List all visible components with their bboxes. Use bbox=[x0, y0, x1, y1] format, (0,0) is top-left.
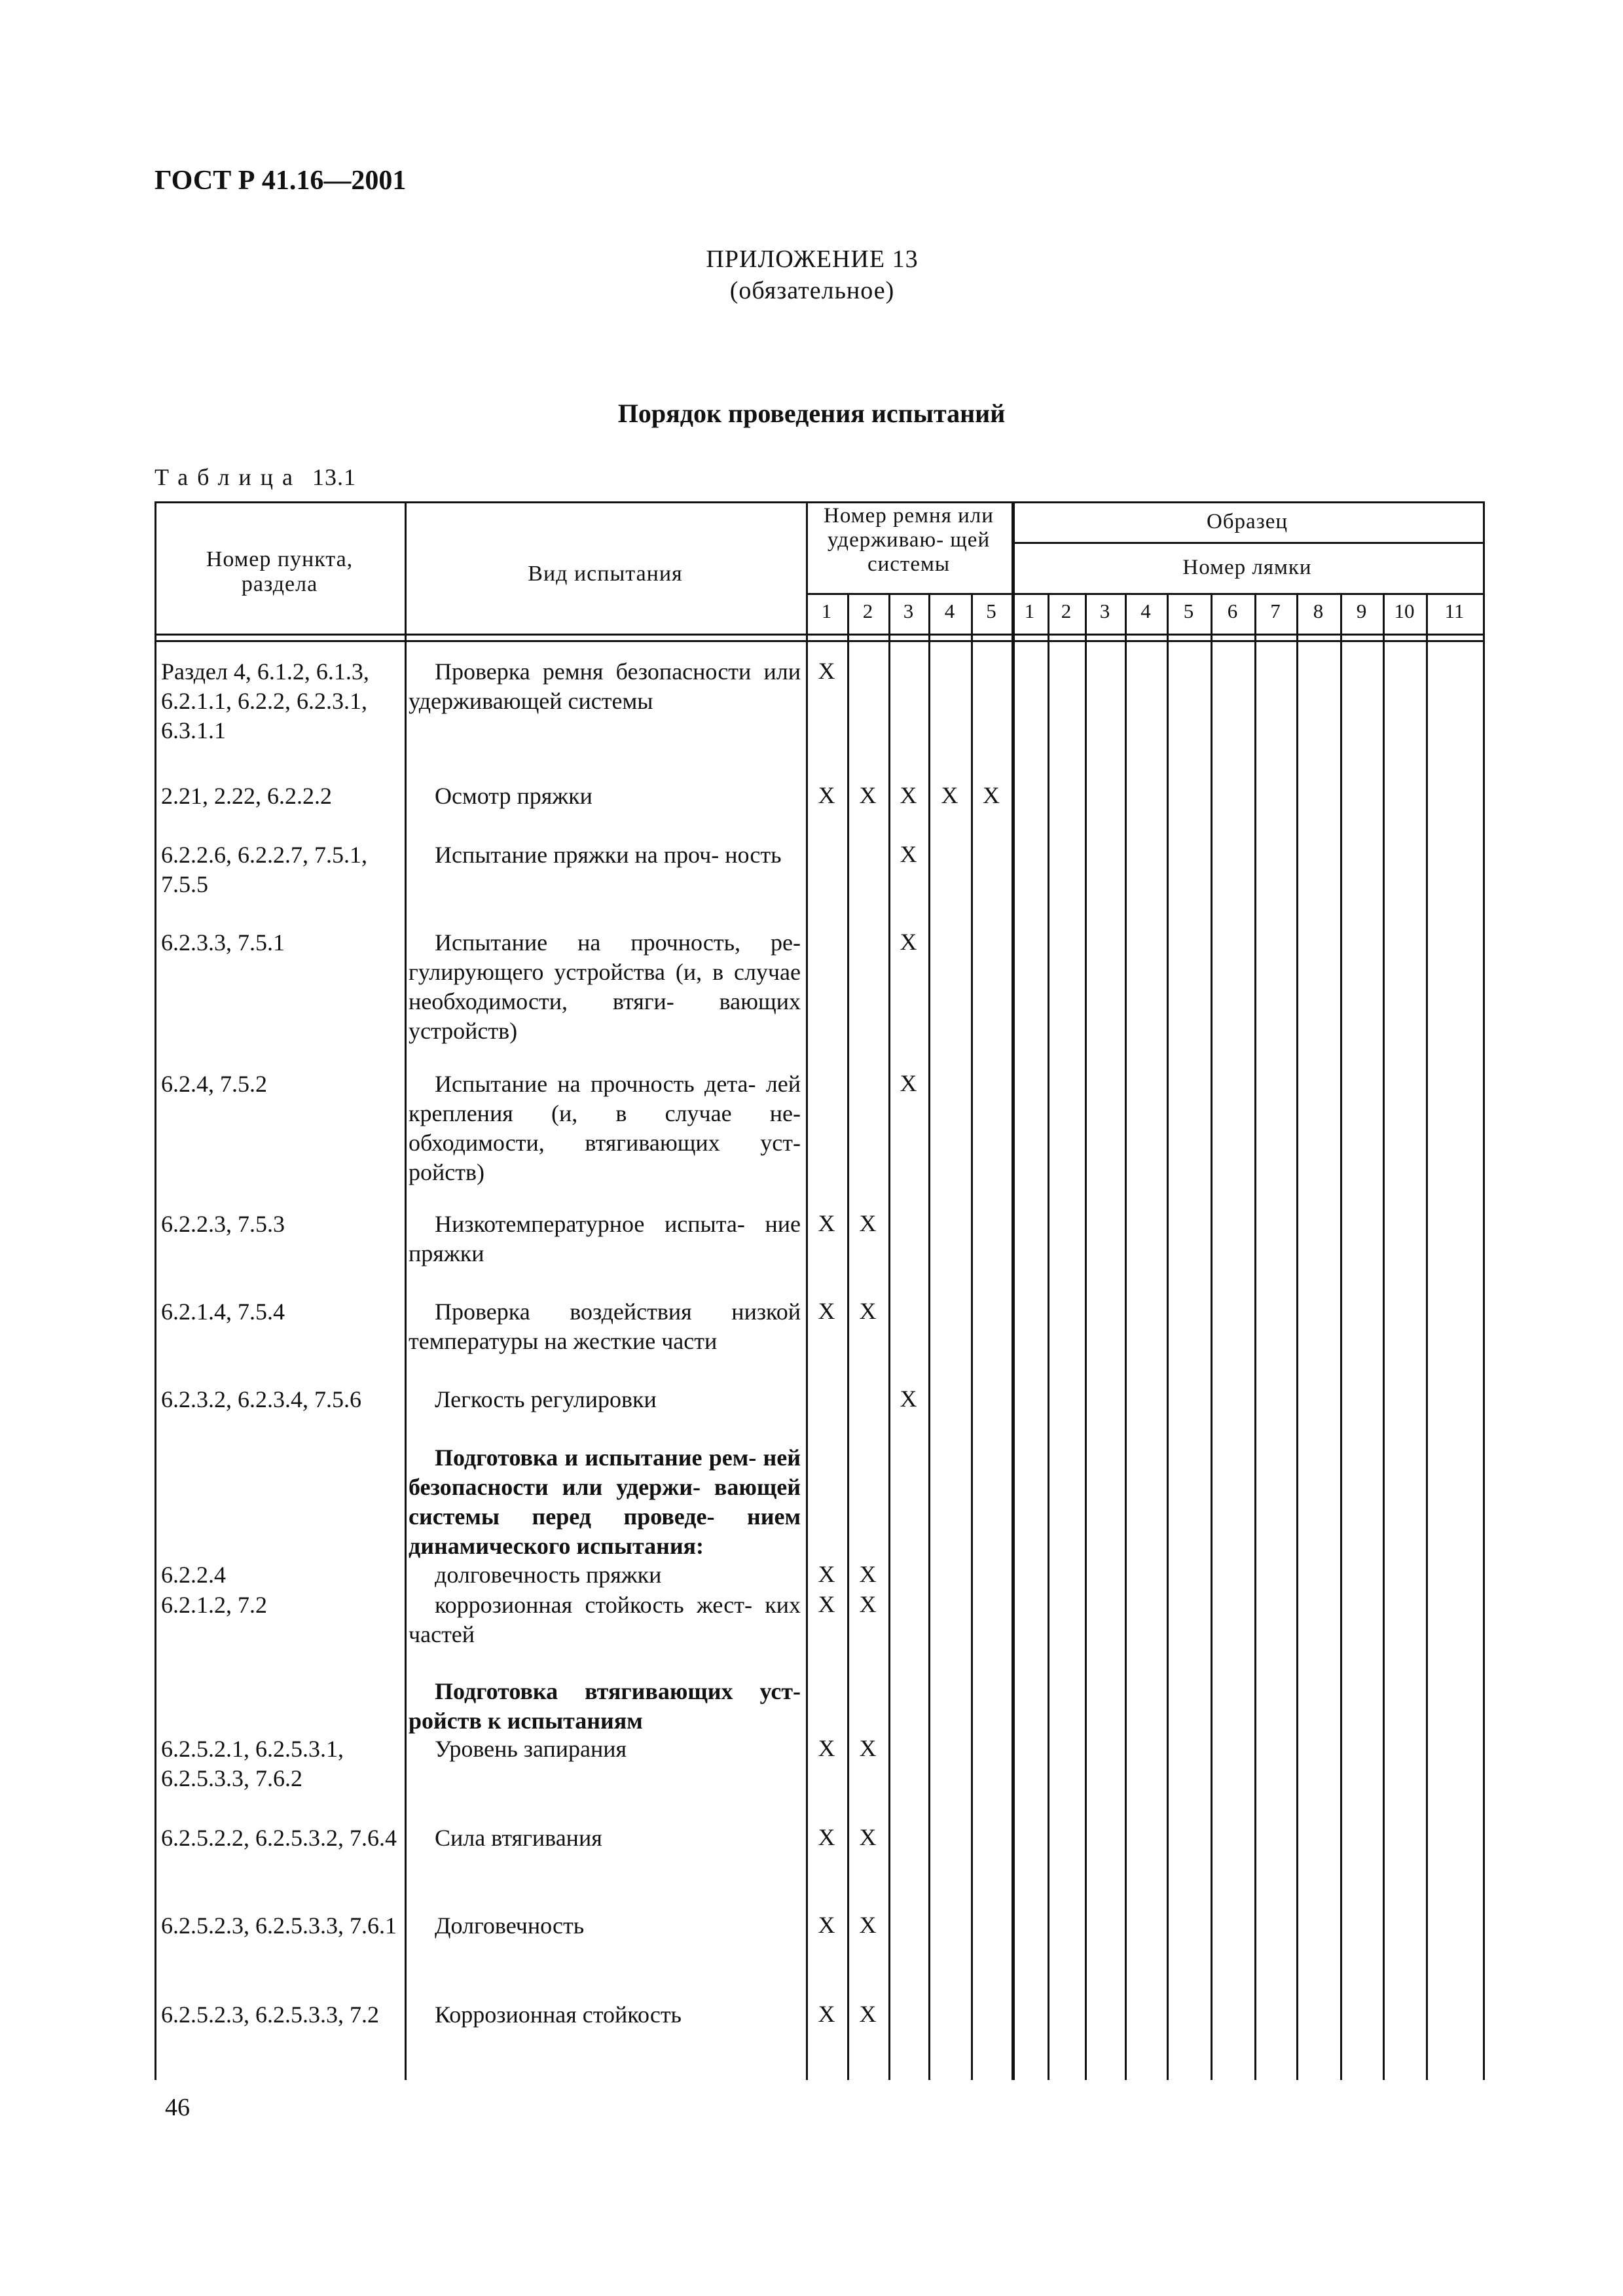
mark-X: X bbox=[900, 782, 917, 808]
row-test: Проверка воздействия низкой температуры на жесткие части bbox=[409, 1299, 801, 1354]
mark-X: X bbox=[900, 1386, 917, 1412]
mark-X: X bbox=[859, 1824, 877, 1850]
belt-number-5: 5 bbox=[986, 600, 996, 622]
header-strap-number: Номер лямки bbox=[1182, 556, 1312, 579]
table-rule-vertical bbox=[847, 593, 849, 2080]
strap-number-10: 10 bbox=[1394, 600, 1415, 622]
row-test: Уровень запирания bbox=[435, 1736, 627, 1762]
row-section: 6.2.5.2.3, 6.2.5.3.3, 7.2 bbox=[161, 2001, 379, 2028]
row-section: 2.21, 2.22, 6.2.2.2 bbox=[161, 783, 332, 809]
table-rule-horizontal bbox=[1012, 542, 1485, 544]
mark-X: X bbox=[818, 1735, 835, 1761]
mark-X: X bbox=[818, 1298, 835, 1324]
row-test: долговечность пряжки bbox=[435, 1562, 662, 1588]
header-belt-number: Номер ремня или удерживаю- щей системы bbox=[824, 504, 994, 576]
strap-number-11: 11 bbox=[1444, 600, 1465, 622]
strap-number-9: 9 bbox=[1356, 600, 1367, 622]
table-rule-vertical bbox=[1426, 593, 1428, 2080]
row-test: Испытание на прочность дета- лей крепления (и, в случае не- обходимости, втягивающих уст- ройств) bbox=[409, 1071, 801, 1185]
table-rule-horizontal bbox=[155, 501, 1485, 503]
row-test: Коррозионная стойкость bbox=[435, 2001, 682, 2028]
mark-X: X bbox=[900, 841, 917, 867]
header-sample: Образец bbox=[1206, 510, 1288, 533]
mark-X: X bbox=[859, 1210, 877, 1236]
row-test: Легкость регулировки bbox=[435, 1386, 657, 1412]
row-test: коррозионная стойкость жест- ких частей bbox=[409, 1592, 801, 1647]
mark-X: X bbox=[941, 782, 958, 808]
strap-number-7: 7 bbox=[1270, 600, 1281, 622]
strap-number-5: 5 bbox=[1183, 600, 1194, 622]
strap-number-4: 4 bbox=[1140, 600, 1151, 622]
row-section: 6.2.2.3, 7.5.3 bbox=[161, 1211, 285, 1237]
strap-number-3: 3 bbox=[1099, 600, 1110, 622]
appendix-title: ПРИЛОЖЕНИЕ 13 bbox=[706, 245, 919, 273]
row-test: Проверка ремня безопасности или удерживающей системы bbox=[409, 658, 801, 714]
row-section: 6.2.3.3, 7.5.1 bbox=[161, 929, 285, 956]
mark-X: X bbox=[859, 1591, 877, 1617]
table-rule-vertical bbox=[1048, 593, 1049, 2080]
strap-number-8: 8 bbox=[1313, 600, 1324, 622]
mark-X: X bbox=[900, 929, 917, 955]
mark-X: X bbox=[859, 782, 877, 808]
table-rule-vertical bbox=[1340, 593, 1342, 2080]
mark-X: X bbox=[818, 658, 835, 684]
table-rule-vertical bbox=[1296, 593, 1298, 2080]
table-rule-vertical bbox=[155, 501, 156, 2080]
page-number: 46 bbox=[165, 2094, 190, 2121]
mark-X: X bbox=[859, 1735, 877, 1761]
table-rule-horizontal bbox=[155, 640, 1485, 642]
table-rule-vertical bbox=[1085, 593, 1087, 2080]
group-heading: Подготовка втягивающих уст- ройств к испытаниям bbox=[409, 1678, 801, 1734]
table-rule-vertical bbox=[1383, 593, 1385, 2080]
row-test: Долговечность bbox=[435, 1912, 585, 1939]
belt-number-2: 2 bbox=[862, 600, 873, 622]
belt-number-4: 4 bbox=[944, 600, 955, 622]
row-section: 6.2.1.4, 7.5.4 bbox=[161, 1299, 285, 1325]
table-rule-vertical bbox=[971, 593, 973, 2080]
mark-X: X bbox=[818, 1210, 835, 1236]
mark-X: X bbox=[900, 1070, 917, 1096]
appendix-heading bbox=[0, 243, 1623, 306]
mark-X: X bbox=[859, 1912, 877, 1938]
mark-X: X bbox=[983, 782, 1000, 808]
row-test: Низкотемпературное испыта- ние пряжки bbox=[409, 1211, 801, 1266]
table-rule-horizontal bbox=[155, 634, 1485, 636]
belt-number-3: 3 bbox=[903, 600, 914, 622]
row-section: 6.2.2.6, 6.2.2.7, 7.5.1, 7.5.5 bbox=[161, 842, 367, 897]
table-rule-vertical bbox=[1125, 593, 1127, 2080]
page-title: Порядок проведения испытаний bbox=[617, 399, 1006, 428]
row-section: Раздел 4, 6.1.2, 6.1.3, 6.2.1.1, 6.2.2, 6.2.3.1, 6.3.1.1 bbox=[161, 658, 369, 744]
mark-X: X bbox=[859, 2001, 877, 2027]
mark-X: X bbox=[859, 1561, 877, 1587]
table-rule-vertical bbox=[1012, 501, 1015, 2080]
table-rule-vertical bbox=[1167, 593, 1169, 2080]
table-rule-vertical bbox=[888, 593, 890, 2080]
row-section: 6.2.5.2.2, 6.2.5.3.2, 7.6.4 bbox=[161, 1825, 397, 1851]
row-section: 6.2.2.4 bbox=[161, 1562, 226, 1588]
appendix-status: (обязательное) bbox=[729, 277, 895, 304]
row-section: 6.2.1.2, 7.2 bbox=[161, 1592, 267, 1618]
mark-X: X bbox=[818, 1561, 835, 1587]
header-test-type: Вид испытания bbox=[528, 562, 683, 586]
mark-X: X bbox=[818, 782, 835, 808]
table-rule-vertical bbox=[405, 501, 407, 2080]
mark-X: X bbox=[818, 1591, 835, 1617]
table-caption bbox=[155, 463, 356, 491]
row-test: Испытание пряжки на проч- ность bbox=[435, 842, 782, 868]
table-rule-vertical bbox=[1254, 593, 1256, 2080]
table-rule-vertical bbox=[1483, 501, 1485, 2080]
header-section: Номер пункта, раздела bbox=[206, 547, 354, 596]
mark-X: X bbox=[818, 1824, 835, 1850]
row-section: 6.2.4, 7.5.2 bbox=[161, 1071, 267, 1097]
table-caption-word: Таблица bbox=[155, 464, 302, 490]
group-heading: Подготовка и испытание рем- ней безопасности или удержи- вающей системы перед проведе- нием динамического испытания: bbox=[409, 1444, 801, 1559]
table-rule-vertical bbox=[928, 593, 930, 2080]
row-test: Осмотр пряжки bbox=[435, 783, 593, 809]
strap-number-2: 2 bbox=[1061, 600, 1072, 622]
document-code: ГОСТ Р 41.16—2001 bbox=[155, 166, 407, 196]
mark-X: X bbox=[818, 1912, 835, 1938]
row-test: Сила втягивания bbox=[435, 1825, 602, 1851]
mark-X: X bbox=[818, 2001, 835, 2027]
belt-number-1: 1 bbox=[821, 600, 832, 622]
strap-number-1: 1 bbox=[1024, 600, 1035, 622]
row-section: 6.2.5.2.1, 6.2.5.3.1, 6.2.5.3.3, 7.6.2 bbox=[161, 1736, 344, 1791]
table-rule-vertical bbox=[1211, 593, 1213, 2080]
table-caption-number: 13.1 bbox=[312, 464, 356, 490]
row-test: Испытание на прочность, ре- гулирующего устройства (и, в случае необходимости, втяги- вающих устройств) bbox=[409, 929, 801, 1044]
row-section: 6.2.5.2.3, 6.2.5.3.3, 7.6.1 bbox=[161, 1912, 397, 1939]
mark-X: X bbox=[859, 1298, 877, 1324]
strap-number-6: 6 bbox=[1227, 600, 1238, 622]
row-section: 6.2.3.2, 6.2.3.4, 7.5.6 bbox=[161, 1386, 361, 1412]
